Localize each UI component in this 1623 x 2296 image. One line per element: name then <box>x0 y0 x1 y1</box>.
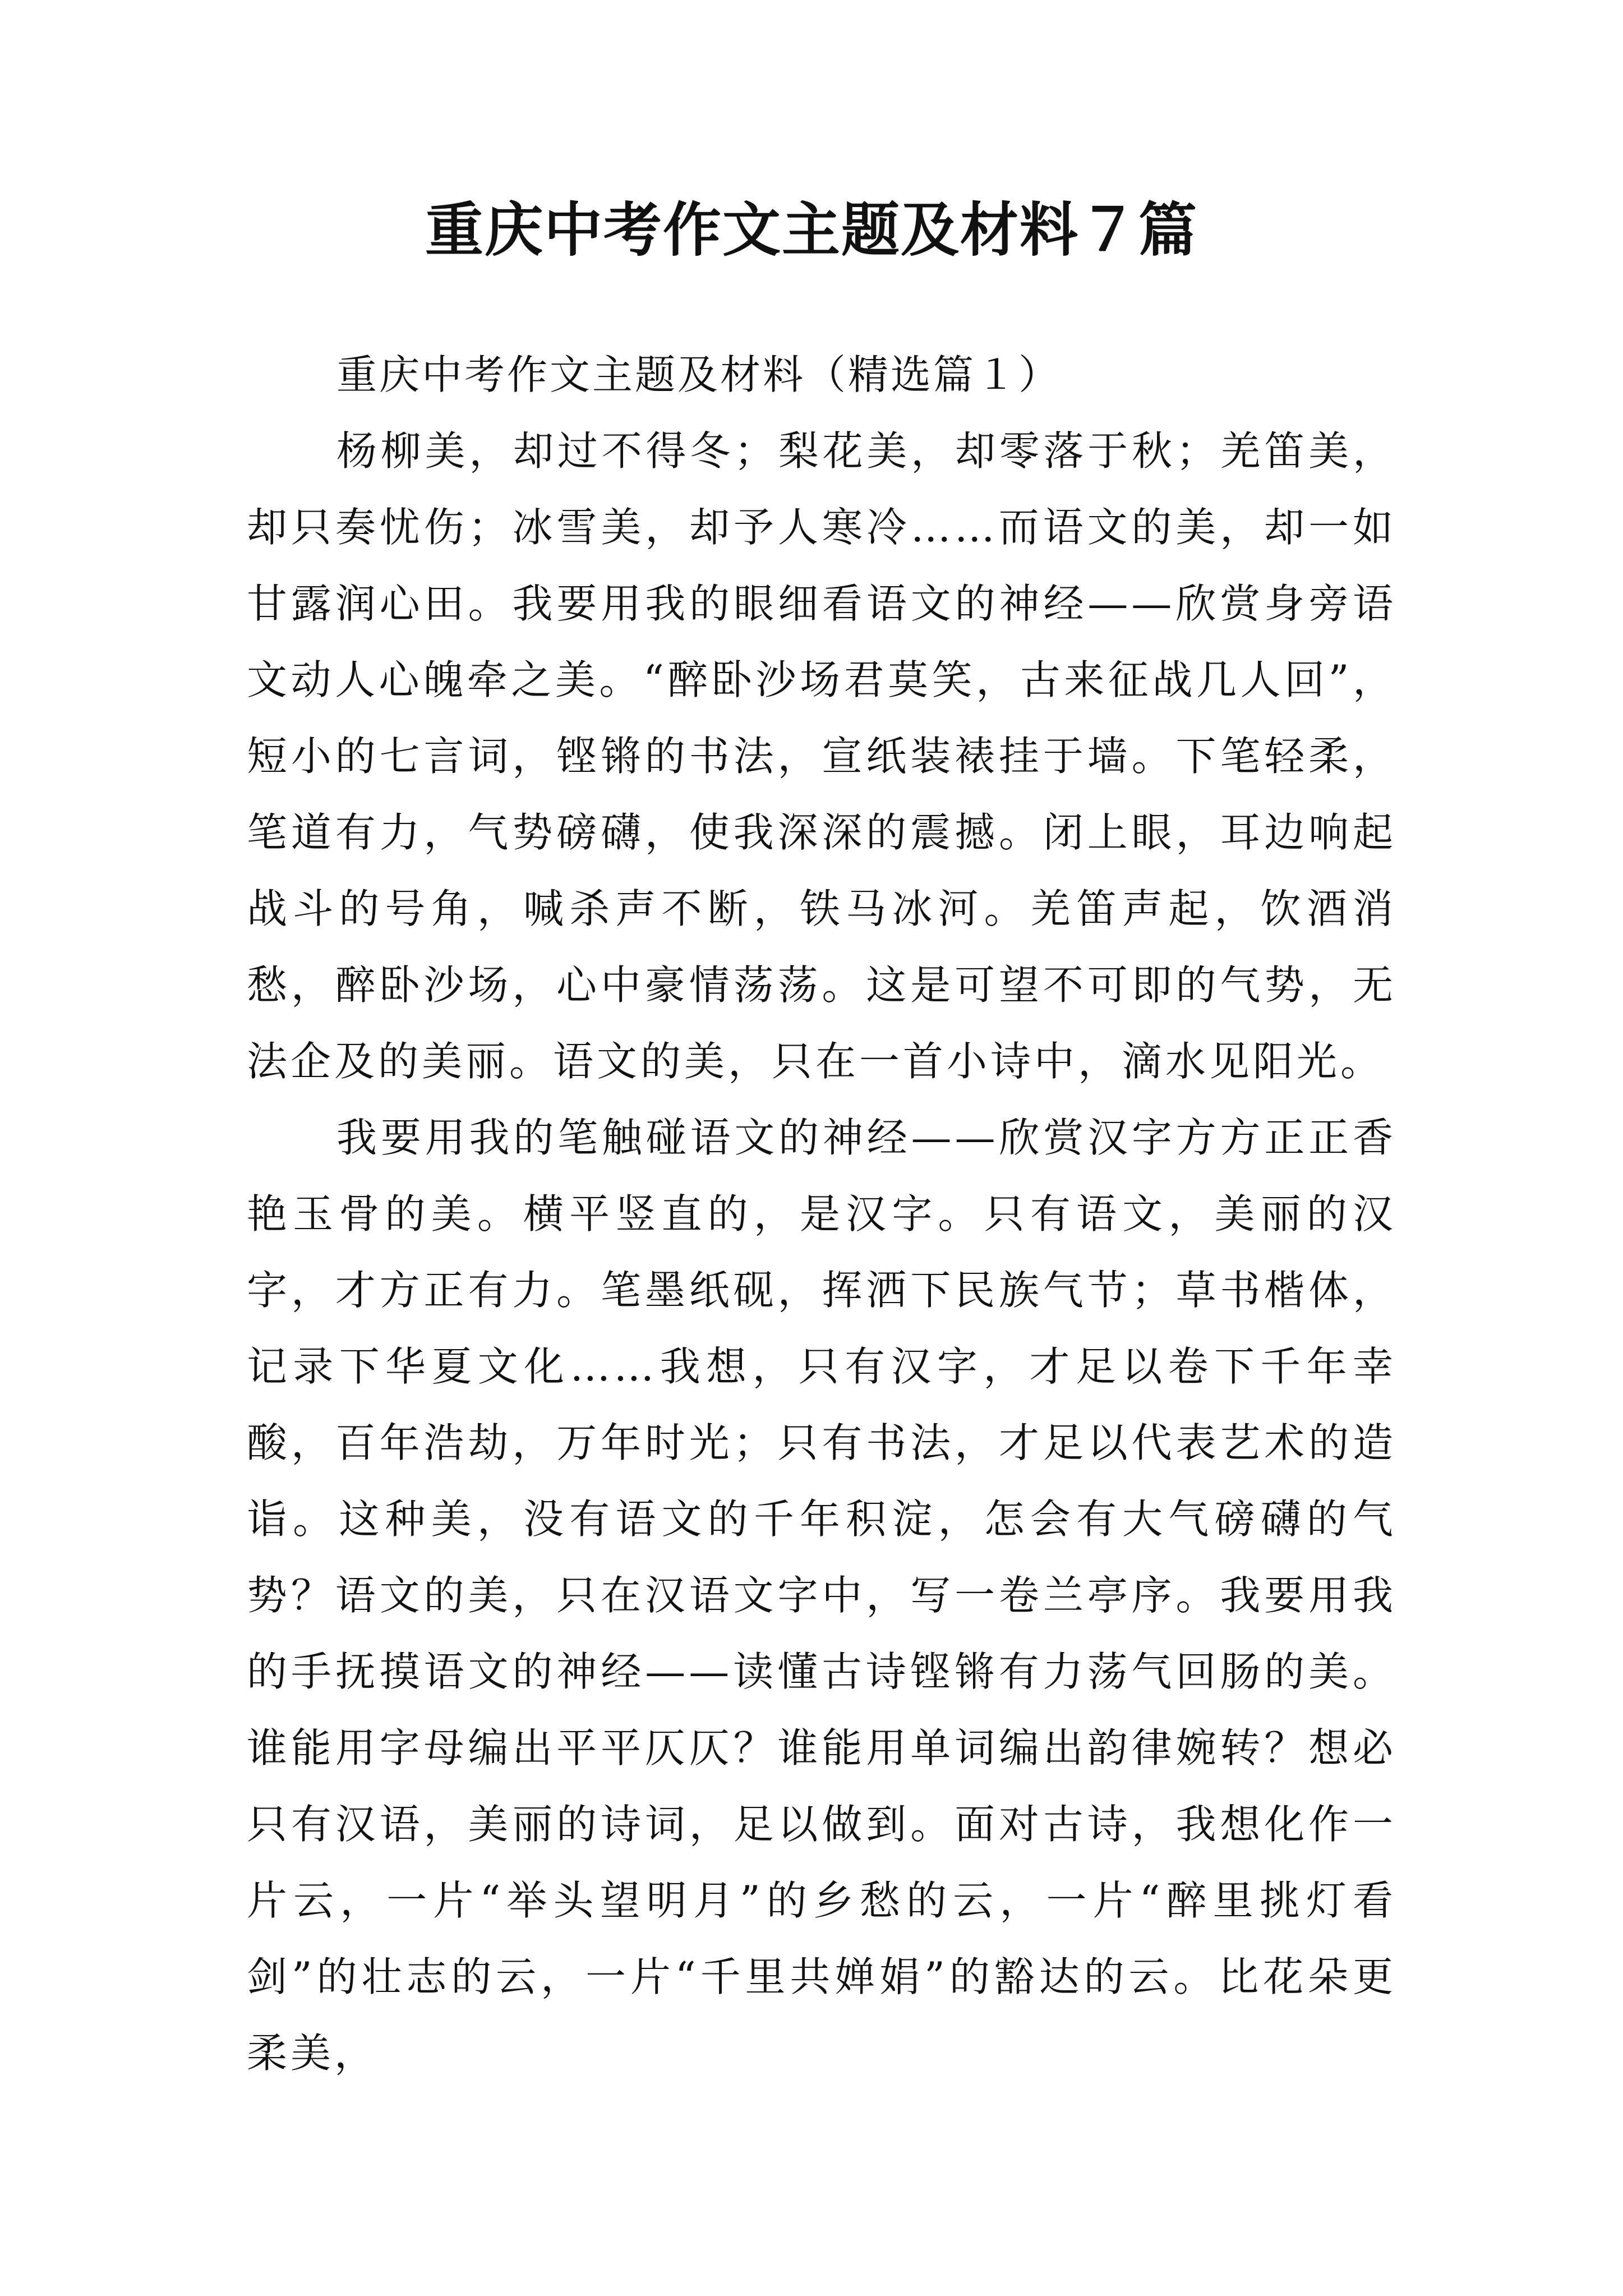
document-title: 重庆中考作文主题及材料７篇 <box>425 195 1198 264</box>
document-body <box>247 337 1396 2091</box>
section-heading: 重庆中考作文主题及材料（精选篇１） <box>336 351 1062 398</box>
paragraph: 我要用我的笔触碰语文的神经——欣赏汉字方方正正香艳玉骨的美。横平竖直的，是汉字。只有语文，美丽的汉字，才方正有力。笔墨纸砚，挥洒下民族气节；草书楷体，记录下华夏文化……我想，只有汉字，才足以卷下千年幸酸，百年浩劫，万年时光；只有书法，才足以代表艺术的造诣。这种美，没有语文的千年积淀，怎会有大气磅礴的气势？语文的美，只在汉语文字中，写一卷兰亭序。我要用我的手抚摸语文的神经——读懂古诗铿锵有力荡气回肠的美。谁能用字母编出平平仄仄？谁能用单词编出韵律婉转？想必只有汉语，美丽的诗词，足以做到。面对古诗，我想化作一片云，一片“举头望明月”的乡愁的云，一片“醉里挑灯看剑”的壮志的云，一片“千里共婵娟”的豁达的云。比花朵更柔美， <box>247 1114 1396 2077</box>
paragraph: 杨柳美，却过不得冬；梨花美，却零落于秋；羌笛美，却只奏忧伤；冰雪美，却予人寒冷……而语文的美，却一如甘露润心田。我要用我的眼细看语文的神经——欣赏身旁语文动人心魄牵之美。“醉卧沙场君莫笑，古来征战几人回”，短小的七言词，铿锵的书法，宣纸装裱挂于墙。下笔轻柔，笔道有力，气势磅礴，使我深深的震撼。闭上眼，耳边响起战斗的号角，喊杀声不断，铁马冰河。羌笛声起，饮酒消愁，醉卧沙场，心中豪情荡荡。这是可望不可即的气势，无法企及的美丽。语文的美，只在一首小诗中，滴水见阳光。 <box>247 427 1396 1085</box>
